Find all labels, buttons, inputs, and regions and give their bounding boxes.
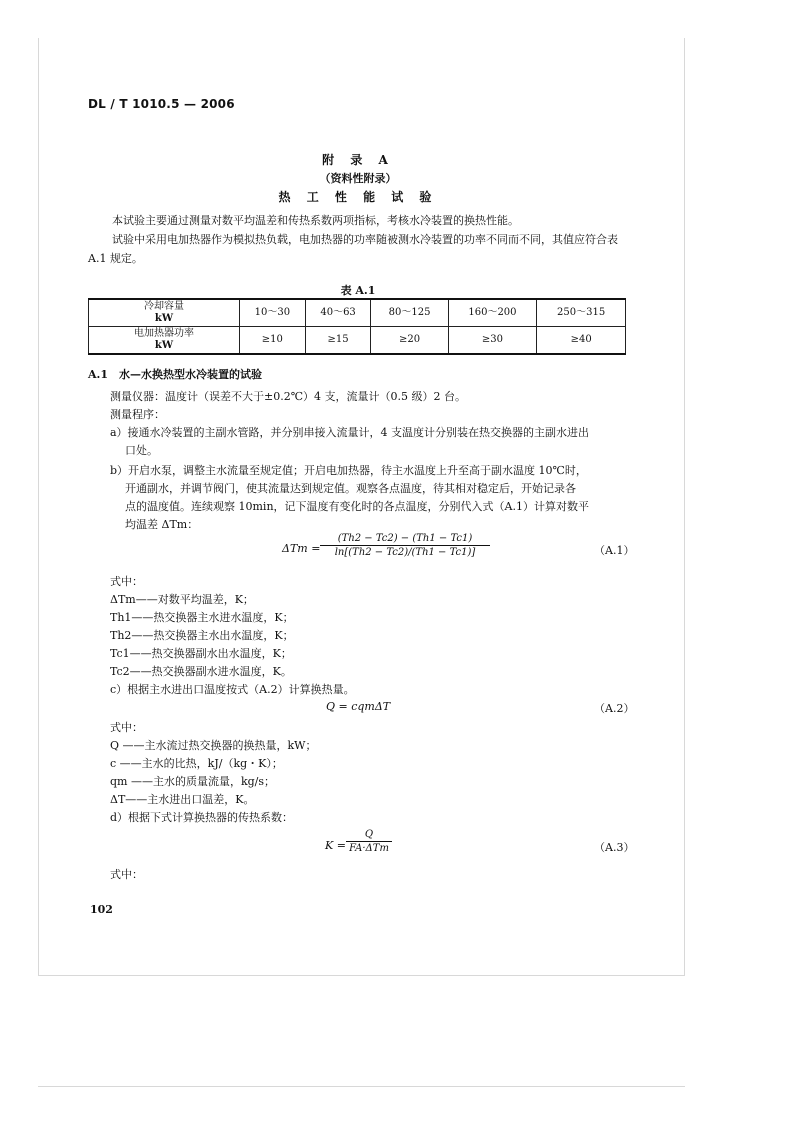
step-b-line-4: 均温差 ΔTm： [125, 518, 199, 531]
page-frame-right [684, 38, 685, 976]
step-a-line-2: 口处。 [125, 444, 158, 457]
where-item: ΔTm——对数平均温差，K； [110, 593, 254, 606]
page-number: 102 [90, 903, 113, 916]
table-cell: ≥10 [240, 327, 306, 355]
where-label-1: 式中： [110, 575, 143, 588]
eq3-denominator: FA·ΔTm [349, 843, 389, 854]
eq3-lhs: K = [325, 839, 346, 852]
table-cell: ≥30 [448, 327, 537, 355]
table-cell: ≥40 [537, 327, 626, 355]
where-item: Th2——热交换器主水出水温度，K； [110, 629, 294, 642]
table-row [89, 299, 626, 327]
eq3-number: （A.3） [594, 841, 635, 854]
table-cell: 160～200 [448, 299, 537, 327]
eq1-numerator: (Th2 − Tc2) − (Th1 − Tc1) [320, 533, 490, 546]
step-b-line-2: 开通副水，并调节阀门，使其流量达到规定值。观察各点温度，待其相对稳定后，开始记录各 [125, 482, 576, 495]
eq1-fraction [320, 533, 490, 558]
page-frame-left [38, 38, 39, 976]
table-row [89, 327, 626, 355]
table-cell: 10～30 [240, 299, 306, 327]
table-cell: ≥15 [305, 327, 371, 355]
eq3-fraction [346, 829, 392, 854]
where-label-2: 式中： [110, 721, 143, 734]
table-cell: 40～63 [305, 299, 371, 327]
heater-power-table [88, 298, 626, 355]
where-item: qm ——主水的质量流量，kg/s； [110, 775, 276, 788]
table-cell: 250～315 [537, 299, 626, 327]
appendix-nature: （资料性附录） [319, 172, 397, 185]
where-item: Q ——主水流过热交换器的换热量，kW； [110, 739, 317, 752]
eq1-lhs: ΔTm = [282, 542, 321, 555]
instruments-line: 测量仪器：温度计（误差不大于±0.2℃）4 支，流量计（0.5 级）2 台。 [110, 390, 466, 403]
eq2-expression: Q = cqmΔT [326, 700, 391, 713]
section-a1-title: A.1 水—水换热型水冷装置的试验 [88, 368, 263, 381]
table-cell: 80～125 [371, 299, 448, 327]
where-item: c ——主水的比热，kJ/（kg・K）； [110, 757, 283, 770]
step-d-line: d）根据下式计算换热器的传热系数： [110, 811, 294, 824]
step-b-line-3: 点的温度值。连续观察 10min，记下温度有变化时的各点温度，分别代入式（A.1）计算对数平 [125, 500, 589, 513]
procedure-label: 测量程序： [110, 408, 165, 421]
intro-paragraph-1: 本试验主要通过测量对数平均温差和传热系数两项指标，考核水冷装置的换热性能。 [112, 214, 519, 227]
eq2-number: （A.2） [594, 702, 635, 715]
step-c-line: c）根据主水进出口温度按式（A.2）计算换热量。 [110, 683, 355, 696]
standard-code-header: DL / T 1010.5 — 2006 [88, 97, 235, 111]
where-item: Th1——热交换器主水进水温度，K； [110, 611, 294, 624]
where-label-3: 式中： [110, 868, 143, 881]
step-a-line-1: a）接通水冷装置的主副水管路，并分别串接入流量计，4 支温度计分别装在热交换器的主副水进出 [110, 426, 590, 439]
appendix-name: 热 工 性 能 试 验 [278, 190, 438, 204]
table-cell: ≥20 [371, 327, 448, 355]
where-item: Tc2——热交换器副水进水温度，K。 [110, 665, 292, 678]
eq1-denominator: ln[(Th2 − Tc2)/(Th1 − Tc1)] [334, 547, 476, 558]
eq1-number: （A.1） [594, 544, 635, 557]
appendix-title: 附 录 A [322, 153, 394, 167]
eq3-numerator: Q [346, 829, 392, 842]
row-header-heater-power: 电加热器功率 kW [89, 327, 240, 355]
row-header-cooling-capacity: 冷却容量 kW [89, 299, 240, 327]
page-frame-bottom [38, 975, 685, 976]
page-frame-top [38, 38, 684, 39]
intro-paragraph-2: 试验中采用电加热器作为模拟热负载，电加热器的功率随被测水冷装置的功率不同而不同，其值应符合表 A.1 规定。 [88, 233, 618, 265]
table-caption: 表 A.1 [340, 284, 376, 297]
step-b-line-1: b）开启水泵，调整主水流量至规定值；开启电加热器，待主水温度上升至高于副水温度 10℃时， [110, 464, 587, 477]
footer-divider [38, 1086, 685, 1087]
where-item: ΔT——主水进出口温差，K。 [110, 793, 255, 806]
where-item: Tc1——热交换器副水出水温度，K； [110, 647, 292, 660]
